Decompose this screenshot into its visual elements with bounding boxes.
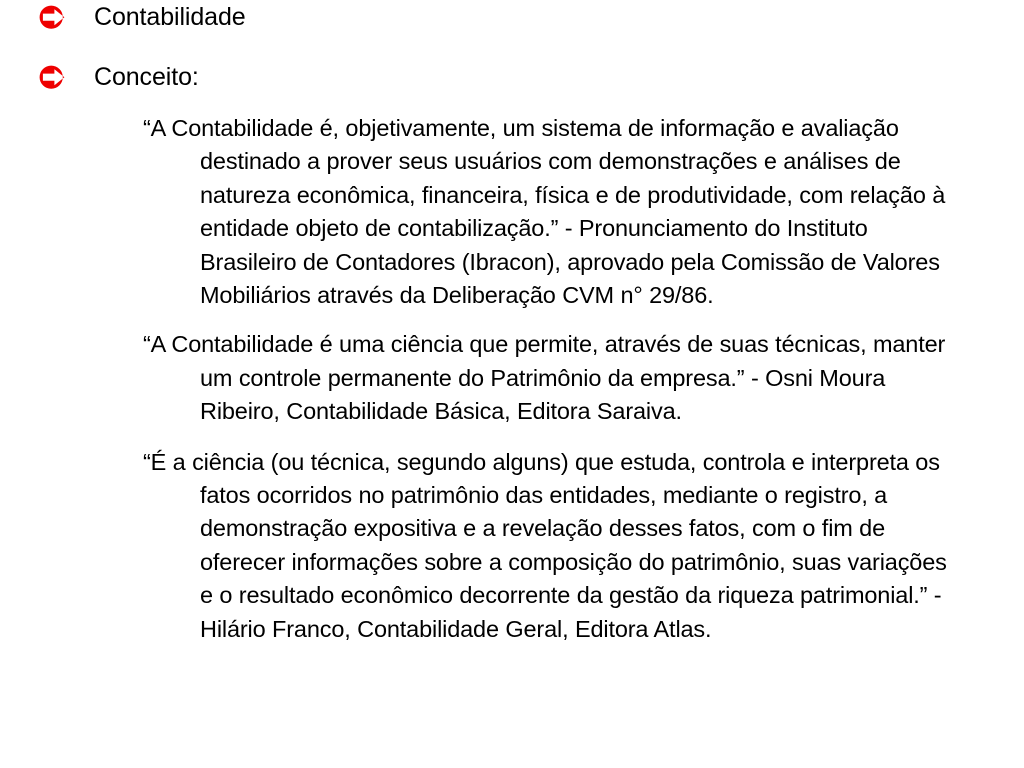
quote-paragraph-osni-moura-ribeiro: “A Contabilidade é uma ciência que permite, através de suas técnicas, manter um controle permanente do Patrimônio da empresa.” - Osni Moura Ribeiro, Contabilidade Básica, Editora Saraiva. bbox=[143, 331, 946, 425]
red-circle-right-arrow-bullet-icon bbox=[39, 65, 65, 91]
red-circle-right-arrow-bullet-icon bbox=[39, 5, 65, 31]
heading-label-contabilidade: Contabilidade bbox=[94, 3, 246, 31]
quote-paragraph-ibracon: “A Contabilidade é, objetivamente, um sistema de informação e avaliação destinado a prover seus usuários com demonstrações e análises de natureza econômica, financeira, física e de produtividade, com relação à entidade objeto de contabilização.” - Pronunciamento do Instituto Brasileiro de Contadores (Ibracon), aprovado pela Comissão de Valores Mobiliários através da Deliberação CVM n° 29/86. bbox=[143, 115, 946, 309]
quote-paragraph-hilario-franco: “É a ciência (ou técnica, segundo alguns) que estuda, controla e interpreta os fatos ocorridos no patrimônio das entidades, mediante o registro, a demonstração expositiva e a revelação desses fatos, com o fim de oferecer informações sobre a composição do patrimônio, suas variações e o resultado econômico decorrente da gestão da riqueza patrimonial.” - Hilário Franco, Contabilidade Geral, Editora Atlas. bbox=[143, 448, 947, 642]
bullet-item-conceito bbox=[0, 62, 1024, 93]
heading-label-conceito: Conceito: bbox=[94, 63, 199, 91]
bullet-item-contabilidade bbox=[0, 2, 1024, 33]
quote-list bbox=[143, 112, 961, 646]
